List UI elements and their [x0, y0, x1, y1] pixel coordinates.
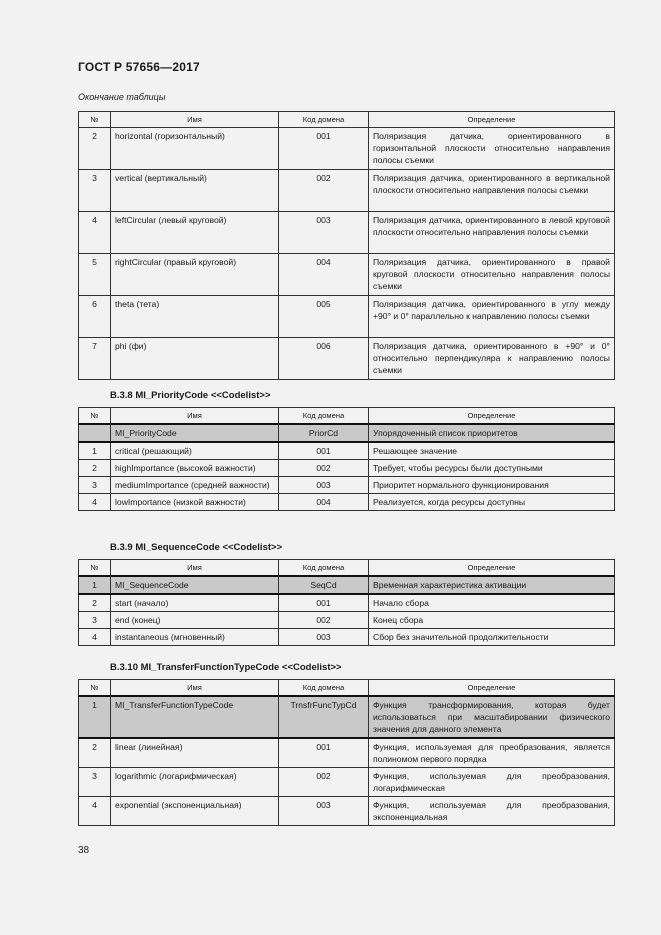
- table-row: [79, 629, 615, 646]
- cell-def: Требует, чтобы ресурсы были доступными: [369, 460, 615, 477]
- cell-code: SeqCd: [279, 576, 369, 594]
- cell-name: linear (линейная): [111, 738, 279, 768]
- table-row: [79, 338, 615, 380]
- col-num: №: [79, 560, 111, 577]
- table-row: [79, 477, 615, 494]
- cell-num: 1: [79, 442, 111, 460]
- page-number: 38: [78, 845, 90, 856]
- cell-name: mediumImportance (средней важности): [111, 477, 279, 494]
- polarization-table: [78, 111, 615, 380]
- cell-num: 4: [79, 629, 111, 646]
- cell-def: Функция, используемая для преобразования, экспоненциальная: [369, 797, 615, 826]
- cell-code: 001: [279, 738, 369, 768]
- cell-code: 004: [279, 254, 369, 296]
- cell-def: Поляризация датчика, ориентированного в +90° и 0° относительно перпендикуляра к направлению полосы съемки: [369, 338, 615, 380]
- cell-name: instantaneous (мгновенный): [111, 629, 279, 646]
- table-header-row: [79, 112, 615, 128]
- col-code: Код домена: [279, 560, 369, 577]
- cell-code: 003: [279, 477, 369, 494]
- codelist-row: [79, 576, 615, 594]
- cell-code: 003: [279, 797, 369, 826]
- cell-num: 7: [79, 338, 111, 380]
- cell-def: Функция трансформирования, которая будет использоваться при масштабировании физического значения для данного элемента: [369, 696, 615, 738]
- cell-code: 002: [279, 170, 369, 212]
- codelist-row: [79, 696, 615, 738]
- cell-code: 001: [279, 128, 369, 170]
- table-row: [79, 594, 615, 612]
- cell-def: Конец сбора: [369, 612, 615, 629]
- table-row: [79, 170, 615, 212]
- cell-num: 6: [79, 296, 111, 338]
- cell-num: 2: [79, 128, 111, 170]
- section-heading-b38: B.3.8 MI_PriorityCode <<Codelist>>: [110, 390, 271, 401]
- cell-code: 001: [279, 594, 369, 612]
- table-row: [79, 296, 615, 338]
- cell-num: 4: [79, 212, 111, 254]
- cell-name: highImportance (высокой важности): [111, 460, 279, 477]
- cell-name: MI_SequenceCode: [111, 576, 279, 594]
- cell-def: Временная характеристика активации: [369, 576, 615, 594]
- cell-name: MI_PriorityCode: [111, 424, 279, 442]
- col-def: Определение: [369, 560, 615, 577]
- cell-def: Приоритет нормального функционирования: [369, 477, 615, 494]
- cell-def: Поляризация датчика, ориентированного в горизонтальной плоскости относительно направления полосы съемки: [369, 128, 615, 170]
- table-header-row: [79, 408, 615, 425]
- cell-name: lowImportance (низкой важности): [111, 494, 279, 511]
- cell-def: Функция, используемая для преобразования, является полиномом первого порядка: [369, 738, 615, 768]
- cell-name: logarithmic (логарифмическая): [111, 768, 279, 797]
- cell-name: phi (фи): [111, 338, 279, 380]
- table-row: [79, 442, 615, 460]
- cell-code: 002: [279, 460, 369, 477]
- cell-num: 1: [79, 576, 111, 594]
- cell-name: vertical (вертикальный): [111, 170, 279, 212]
- cell-def: Решающее значение: [369, 442, 615, 460]
- table-continuation-label: Окончание таблицы: [78, 92, 166, 102]
- col-def: Определение: [369, 680, 615, 697]
- cell-num: 4: [79, 494, 111, 511]
- col-def: Определение: [369, 112, 615, 128]
- cell-code: 001: [279, 442, 369, 460]
- transfer-function-code-table: [78, 679, 615, 826]
- cell-code: 003: [279, 212, 369, 254]
- cell-name: rightCircular (правый круговой): [111, 254, 279, 296]
- section-heading-b39: B.3.9 MI_SequenceCode <<Codelist>>: [110, 542, 283, 553]
- cell-def: Реализуется, когда ресурсы доступны: [369, 494, 615, 511]
- cell-def: Поляризация датчика, ориентированного в углу между +90° и 0° параллельно к направлению полосы съемки: [369, 296, 615, 338]
- cell-num: 5: [79, 254, 111, 296]
- section-heading-b310: B.3.10 MI_TransferFunctionTypeCode <<Codelist>>: [110, 662, 342, 673]
- table-row: [79, 797, 615, 826]
- cell-name: start (начало): [111, 594, 279, 612]
- table-row: [79, 738, 615, 768]
- table-row: [79, 494, 615, 511]
- cell-num: 3: [79, 612, 111, 629]
- col-name: Имя: [111, 680, 279, 697]
- cell-code: PriorCd: [279, 424, 369, 442]
- cell-num: 2: [79, 738, 111, 768]
- codelist-row: [79, 424, 615, 442]
- table-header-row: [79, 680, 615, 697]
- sequence-code-table: [78, 559, 615, 646]
- cell-def: Поляризация датчика, ориентированного в вертикальной плоскости относительно направления полосы съемки: [369, 170, 615, 212]
- cell-name: horizontal (горизонтальный): [111, 128, 279, 170]
- cell-code: 006: [279, 338, 369, 380]
- cell-code: 005: [279, 296, 369, 338]
- cell-def: Упорядоченный список приоритетов: [369, 424, 615, 442]
- col-name: Имя: [111, 408, 279, 425]
- cell-name: leftCircular (левый круговой): [111, 212, 279, 254]
- table-row: [79, 128, 615, 170]
- table-row: [79, 254, 615, 296]
- cell-name: critical (решающий): [111, 442, 279, 460]
- cell-code: 004: [279, 494, 369, 511]
- cell-code: 002: [279, 768, 369, 797]
- col-num: №: [79, 680, 111, 697]
- table-header-row: [79, 560, 615, 577]
- doc-title: ГОСТ Р 57656—2017: [78, 60, 200, 74]
- cell-num: 1: [79, 696, 111, 738]
- cell-num: 2: [79, 594, 111, 612]
- table-row: [79, 612, 615, 629]
- col-def: Определение: [369, 408, 615, 425]
- table-row: [79, 768, 615, 797]
- cell-def: Функция, используемая для преобразования, логарифмическая: [369, 768, 615, 797]
- cell-def: Поляризация датчика, ориентированного в левой круговой плоскости относительно направления полосы съемки: [369, 212, 615, 254]
- col-code: Код домена: [279, 408, 369, 425]
- col-num: №: [79, 408, 111, 425]
- col-code: Код домена: [279, 112, 369, 128]
- col-name: Имя: [111, 560, 279, 577]
- col-name: Имя: [111, 112, 279, 128]
- priority-code-table: [78, 407, 615, 511]
- cell-def: Сбор без значительной продолжительности: [369, 629, 615, 646]
- cell-def: Начало сбора: [369, 594, 615, 612]
- cell-num: 3: [79, 170, 111, 212]
- cell-num: 4: [79, 797, 111, 826]
- cell-name: end (конец): [111, 612, 279, 629]
- cell-num: 3: [79, 768, 111, 797]
- cell-num: [79, 424, 111, 442]
- cell-code: TrnsfrFuncTypCd: [279, 696, 369, 738]
- col-code: Код домена: [279, 680, 369, 697]
- cell-code: 002: [279, 612, 369, 629]
- col-num: №: [79, 112, 111, 128]
- cell-name: exponential (экспоненциальная): [111, 797, 279, 826]
- cell-code: 003: [279, 629, 369, 646]
- cell-num: 3: [79, 477, 111, 494]
- cell-def: Поляризация датчика, ориентированного в правой круговой плоскости относительно направления полосы съемки: [369, 254, 615, 296]
- table-row: [79, 212, 615, 254]
- cell-name: MI_TransferFunctionTypeCode: [111, 696, 279, 738]
- cell-num: 2: [79, 460, 111, 477]
- table-row: [79, 460, 615, 477]
- cell-name: theta (тета): [111, 296, 279, 338]
